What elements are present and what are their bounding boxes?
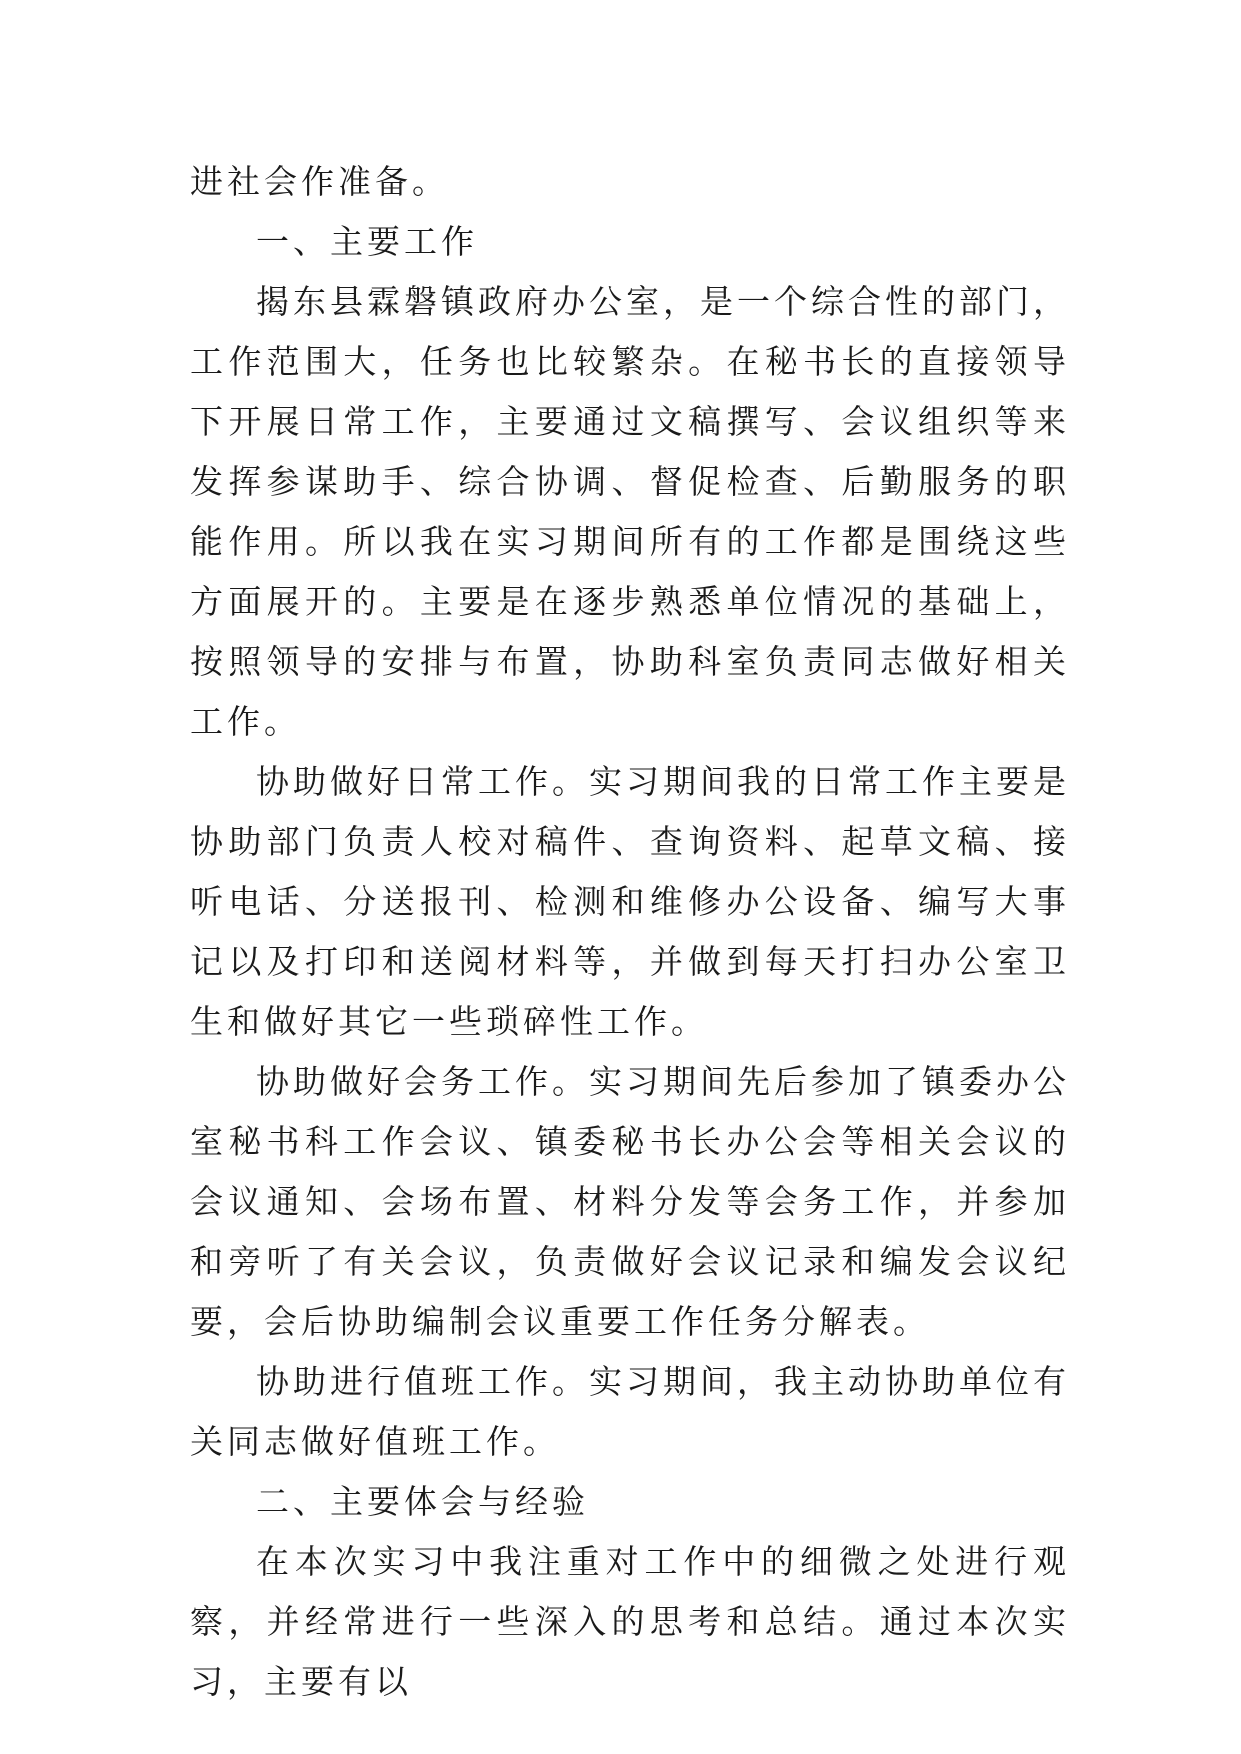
paragraph-meeting-work: 协助做好会务工作。实习期间先后参加了镇委办公室秘书科工作会议、镇委秘书长办公会等相关会议的会议通知、会场布置、材料分发等会务工作，并参加和旁听了有关会议，负责做好会议记录和编发会议纪要，会后协助编制会议重要工作任务分解表。: [190, 1062, 1070, 1341]
document-body: [190, 152, 1070, 1712]
section-heading-main-work: 一、主要工作: [256, 222, 478, 261]
paragraph-duty-work: 协助进行值班工作。实习期间，我主动协助单位有关同志做好值班工作。: [190, 1362, 1070, 1461]
continuation-paragraph: 进社会作准备。: [190, 162, 449, 201]
section-heading-experience: 二、主要体会与经验: [256, 1482, 589, 1521]
paragraph-daily-work: 协助做好日常工作。实习期间我的日常工作主要是协助部门负责人校对稿件、查询资料、起草文稿、接听电话、分送报刊、检测和维修办公设备、编写大事记以及打印和送阅材料等，并做到每天打扫办公室卫生和做好其它一些琐碎性工作。: [190, 762, 1070, 1041]
paragraph-office-overview: 揭东县霖磐镇政府办公室，是一个综合性的部门，工作范围大，任务也比较繁杂。在秘书长的直接领导下开展日常工作，主要通过文稿撰写、会议组织等来发挥参谋助手、综合协调、督促检查、后勤服务的职能作用。所以我在实习期间所有的工作都是围绕这些方面展开的。主要是在逐步熟悉单位情况的基础上，按照领导的安排与布置，协助科室负责同志做好相关工作。: [190, 282, 1070, 741]
paragraph-experience-intro: 在本次实习中我注重对工作中的细微之处进行观察，并经常进行一些深入的思考和总结。通过本次实习，主要有以: [190, 1542, 1070, 1701]
